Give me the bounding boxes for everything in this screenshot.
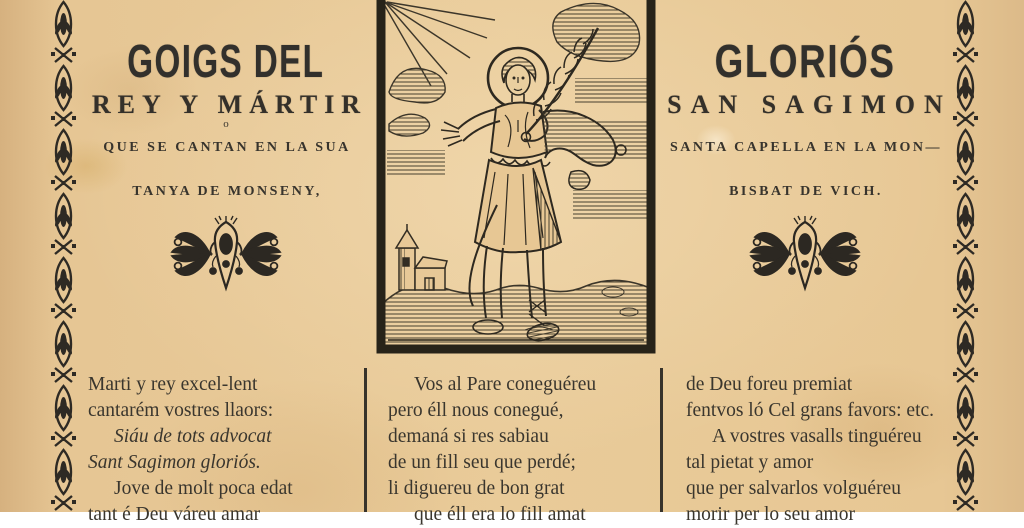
right-caption-line1: SANTA CAPELLA EN LA MON— [669,140,943,155]
left-subtitle: REY Y MÁRTIR [91,90,368,119]
spacer-mark [657,120,953,128]
column-divider-rule-2 [660,368,663,512]
column-divider-rule-1 [364,368,367,512]
verse-column-1 [88,372,360,528]
right-header [657,0,953,299]
verse-line: tal pietat y amor [686,452,814,473]
verse-line: cantarém vostres llaors: [88,400,274,421]
open-hand [441,122,462,146]
verse-column-3 [686,372,952,528]
verse-line-partial: tant é Deu váreu amar [88,504,261,525]
verse-line: demaná si res sabiau [388,426,549,447]
cloak [543,111,616,166]
verse-line: Sant Sagimon gloriós. [88,452,261,473]
left-title: GOIGS DEL [127,35,325,87]
verse-line: Jove de molt poca edat [114,478,293,499]
left-caption-line1: QUE SE CANTAN EN LA SUA [103,140,351,155]
right-title: GLORIÓS [714,35,896,87]
church [396,224,447,290]
verse-line: A vostres vasalls tinguéreu [712,426,922,447]
verse-line-partial: que éll era lo fill amat [414,504,586,525]
verse-line-partial: morir per lo seu amor [686,504,855,525]
left-header [76,0,376,299]
sandal-left [473,320,503,334]
verse-line: li diguereu de bon grat [388,478,565,499]
verse-line: Marti y rey excel-lent [88,374,258,395]
verse-line: Siáu de tots advocat [114,426,272,447]
verse-line: de Deu foreu premiat [686,374,853,395]
verse-line: fentvos ló Cel grans favors: etc. [686,400,935,421]
right-subtitle: SAN SAGIMON [667,90,952,119]
verse-line: Vos al Pare coneguéreu [414,374,597,395]
left-caption-line2: TANYA DE MONSENY, [132,184,322,199]
verse-column-2 [388,372,654,528]
verse-line: de un fill seu que perdé; [388,452,576,473]
verse-line: que per salvarlos volguéreu [686,478,901,499]
right-caption-line2: BISBAT DE VICH. [729,184,883,199]
left-border-ornament [50,0,77,512]
degree-ornament-mark: o [223,118,229,130]
fleuron-ornament-left [168,216,284,294]
fleuron-ornament-right [747,216,863,294]
saint-woodcut-illustration [375,0,657,356]
right-border-ornament [952,0,979,512]
verse-line: pero éll nous conegué, [388,400,564,421]
